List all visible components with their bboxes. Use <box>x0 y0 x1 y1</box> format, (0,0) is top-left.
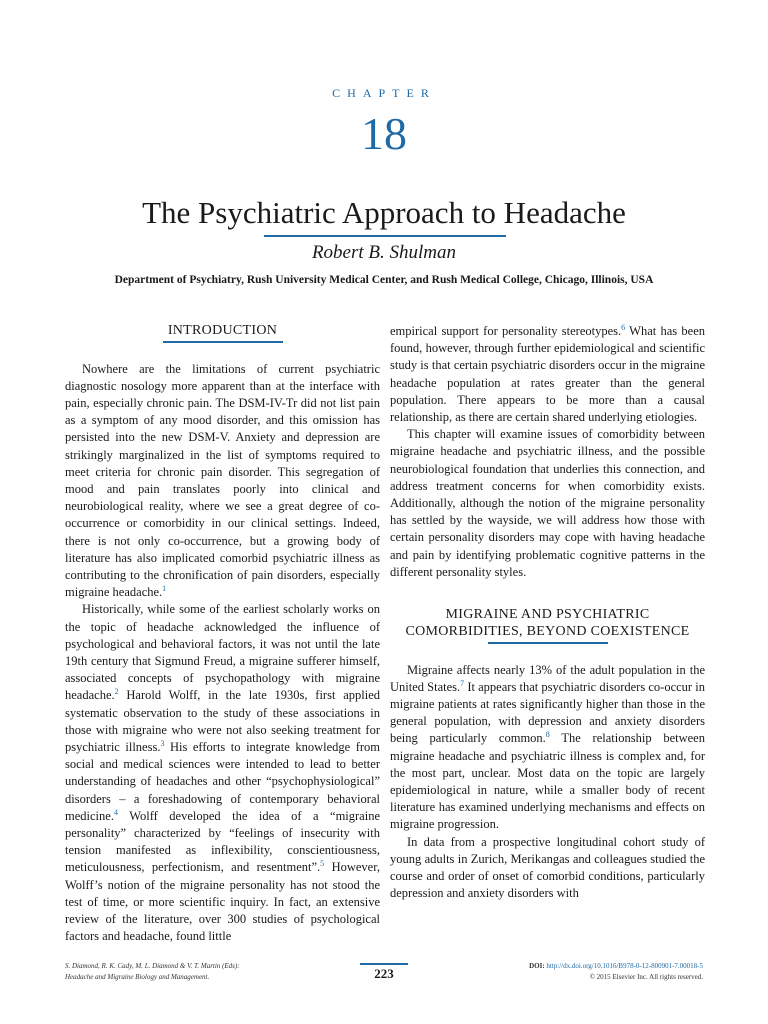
page-number-rule <box>360 963 408 965</box>
citation-ref[interactable]: 5 <box>320 859 325 869</box>
doi-label: DOI: <box>529 962 545 970</box>
citation-ref[interactable]: 7 <box>460 678 465 688</box>
intro-paragraph-2: Historically, while some of the earliest scholarly works on the topic of headache acknowledged the influence of psychological and behavioral factors, it was not until the late 19th century that Sigmund Freud, a migraine sufferer himself, associated concepts of psychopathology with migraine headache.$^2$ Harold Wolff, in the late 1930s, first applied systematic observation to the study of these associations in those with migraine who were not also seeking treatment for psychiatric illness.$^3$ His efforts to integrate knowledge from social and medical sciences were intended to lead to better understanding of headaches and other “psychophysiological” disorders – a foreshadowing of contemporary behavioral medicine.$^4$ Wolff developed the idea of a “migraine personality” characterized by “feelings of insecurity with tension manifested as inflexibility, conscientiousness, meticulousness, perfectionism, and resentment”.$^5$ However, Wolff’s notion of the migraine personality has not stood the test of time, or more scientific inquiry. In fact, an extensive review of the literature, over 300 studies of psychological factors and headache, found little <box>65 602 381 944</box>
intro-paragraph-3: empirical support for personality stereotypes.$^6$ What has been found, however, through further epidemiological and scientific study is that certain psychiatric disorders occur in the migraine headache population at rates greater than the general population. There appears to be more than a causal relationship, as there are certain shared underlying etiologies. <box>390 322 705 425</box>
author-name: Robert B. Shulman <box>311 242 457 263</box>
footer-doi <box>430 961 703 983</box>
chapter-title: The Psychiatric Approach to Headache <box>142 195 626 230</box>
footer-citation <box>65 961 325 983</box>
citation-ref[interactable]: 6 <box>621 322 626 332</box>
chapter-number: 18 <box>361 108 407 159</box>
citation-book: Headache and Migraine Biology and Management. <box>65 973 210 981</box>
citation-editors: S. Diamond, R. K. Cady, M. L. Diamond & V. T. Martin (Eds): <box>65 962 240 970</box>
chapter-label: CHAPTER <box>332 86 436 100</box>
title-divider <box>264 235 506 237</box>
section-rule <box>163 341 283 343</box>
section-rule <box>488 642 608 644</box>
page-number: 223 <box>374 966 394 981</box>
migraine-paragraph-2: In data from a prospective longitudinal cohort study of young adults in Zurich, Merikangas and colleagues studied the course and order of onset of comorbid conditions, particularly depression and anxiety disorders with <box>390 834 705 901</box>
section-heading-migraine: MIGRAINE AND PSYCHIATRIC COMORBIDITIES, BEYOND COEXISTENCE <box>405 607 690 640</box>
copyright: © 2015 Elsevier Inc. All rights reserved. <box>589 973 703 981</box>
migraine-paragraph-1: Migraine affects nearly 13% of the adult population in the United States.$^7$ It appears that psychiatric disorders co-occur in migraine patients at rates significantly higher than those in the general population, with depression and anxiety disorders being particularly common.$^8$ The relationship between migraine headache and psychiatric illness is complex and, for the most part, unclear. Most data on the topic are largely epidemiological in nature, while a smaller body of recent literature has examined underlying mechanisms and effects on migraine progression. <box>390 662 705 832</box>
citation-ref[interactable]: 8 <box>545 730 550 740</box>
citation-ref[interactable]: 2 <box>114 687 119 697</box>
author-affiliation: Department of Psychiatry, Rush University Medical Center, and Rush Medical College, Chicago, Illinois, USA <box>114 274 654 286</box>
right-column <box>390 323 705 902</box>
intro-paragraph-1: Nowhere are the limitations of current psychiatric diagnostic nosology more apparent than at the interface with pain, especially chronic pain. The DSM-IV-Tr did not list pain as a symptom of any mood disorder, and this omission has persisted into the new DSM-V. Anxiety and depression are strikingly marginalized in the list of symptoms required to meet criteria for chronic pain disorder. This segregation of mood and pain translates poorly into clinical and neurobiological reality, where we see a great degree of co-occurrence or comorbidity in our clinical settings. Indeed, there is not only co-occurrence, but a growing body of literature has also implicated comorbid psychiatric illness as contributing to the chronification of pain disorders, especially migraine headache.$^1$ <box>65 361 380 600</box>
doi-link[interactable]: http://dx.doi.org/10.1016/B978-0-12-800901-7.00018-5 <box>546 962 703 970</box>
section-heading-introduction: INTRODUCTION <box>167 323 278 338</box>
intro-paragraph-4: This chapter will examine issues of comorbidity between migraine headache and psychiatric illness, and the possible neurobiological foundation that underlies this connection, and address treatment concerns for when comorbidity exists. Additionally, although the notion of the migraine personality has settled by the wayside, we will address how those with certain personality disorders may cope with having headache and pain by identifying problematic cognitive patterns in the different personality styles. <box>390 427 705 579</box>
citation-ref[interactable]: 1 <box>162 583 167 593</box>
left-column <box>65 322 380 945</box>
citation-ref[interactable]: 4 <box>113 807 118 817</box>
citation-ref[interactable]: 3 <box>160 738 165 748</box>
